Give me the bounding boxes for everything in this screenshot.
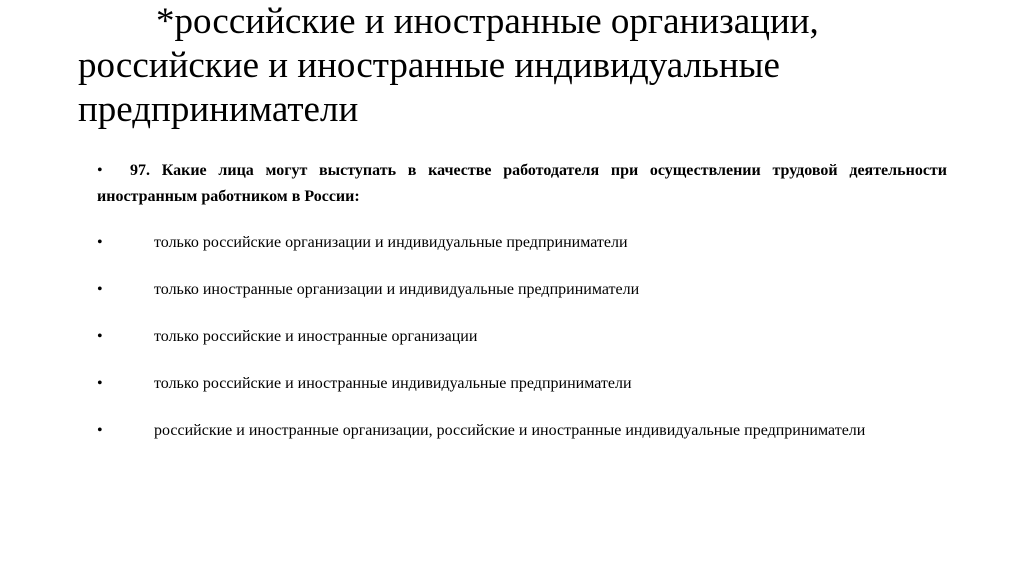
bullet-icon: • (97, 328, 103, 345)
bullet-icon: • (97, 234, 103, 251)
title-line-1: *российские и иностранные организации, (156, 1, 819, 42)
answer-text: только российские организации и индивидуальные предприниматели (154, 234, 628, 251)
bullet-icon: • (97, 281, 103, 298)
bullet-icon: • (97, 375, 103, 392)
answer-option-1[interactable] (97, 230, 947, 256)
answer-option-3[interactable] (97, 324, 947, 350)
answer-option-2[interactable] (97, 277, 947, 303)
answer-option-5[interactable] (97, 418, 947, 444)
question-body (97, 158, 947, 444)
slide-title (78, 0, 978, 132)
answer-text: только российские и иностранные индивидуальные предприниматели (154, 375, 632, 392)
question-item (97, 158, 947, 210)
question-text: 97. Какие лица могут выступать в качестве работодателя при осуществлении трудовой деятельности иностранным работником в России: (97, 162, 947, 205)
answer-text: только иностранные организации и индивидуальные предприниматели (154, 281, 640, 298)
answer-text: только российские и иностранные организации (154, 328, 478, 345)
answer-text: российские и иностранные организации, российские и иностранные индивидуальные предприниматели (154, 422, 866, 439)
answer-option-4[interactable] (97, 371, 947, 397)
bullet-icon: • (97, 162, 103, 179)
bullet-icon: • (97, 422, 103, 439)
title-line-3: предприниматели (78, 89, 359, 130)
title-line-2: российские и иностранные индивидуальные (78, 45, 780, 86)
